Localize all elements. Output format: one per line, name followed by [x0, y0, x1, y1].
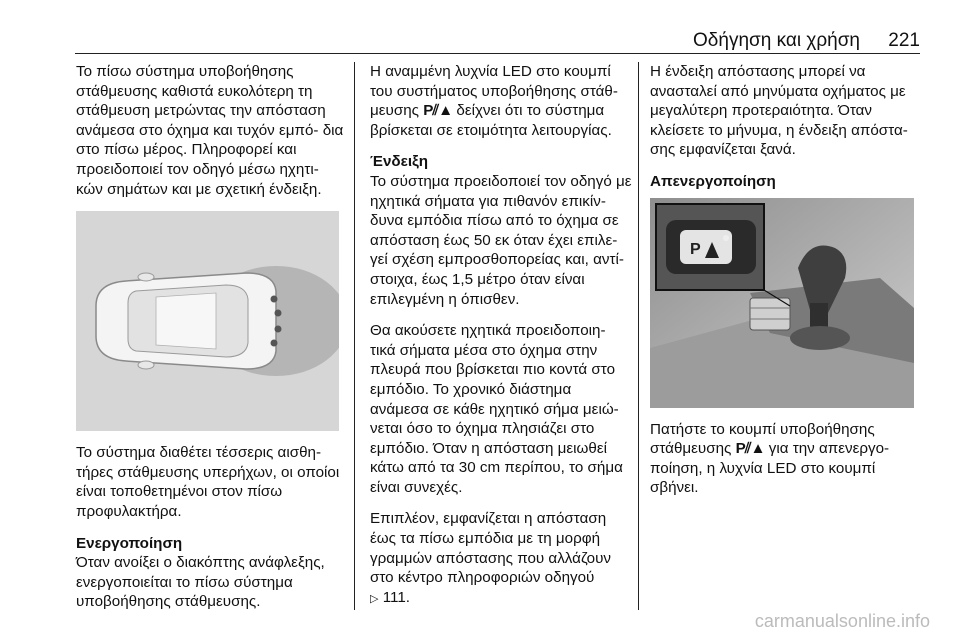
header-divider: [75, 53, 920, 54]
sensors-paragraph: Το σύστημα διαθέτει τέσσερις αισθη‐ τήρες στάθμευσης υπερήχων, οι οποίοι είναι τοποθετημένοι στον πίσω προφυλακτήρα.: [76, 444, 340, 520]
deactivation-text-a: Πατήστε το κουμπί υποβοήθησης στάθμευσης: [650, 420, 875, 458]
page-reference: 111.: [382, 588, 411, 606]
activation-paragraph: Όταν ανοίξει ο διακόπτης ανάφλεξης, ενεργοποιείται το πίσω σύστημα υποβοήθησης στάθμευσης.: [76, 554, 325, 611]
deactivation-text-b: για την απενεργο‐ ποίηση, η λυχνία LED στο κουμπί σβήνει.: [650, 440, 890, 497]
column-divider-2: [638, 62, 639, 610]
led-text-a: Η αναμμένη λυχνία LED στο κουμπί του συστήματος υποβοήθησης στάθ‐ μευσης: [370, 63, 618, 120]
column-divider-1: [354, 62, 355, 610]
column-1: [76, 62, 346, 624]
audible-warning-paragraph: Θα ακούσετε ηχητικά προειδοποιη‐ τικά σήματα μέσα στο όχημα στην πλευρά που βρίσκεται πιο κοντά στο εμπόδιο. Το χρονικό διάστημα ανάμεσα σε κάθε ηχητικό σήμα μειώ‐ νεται όσο το όχημα πλησιάζει στο εμπόδιο. Όταν η απόσταση μειωθεί κάτω από τα 30 cm περίπου, το σήμα είναι συνεχές.: [370, 322, 623, 496]
watermark: [0, 611, 960, 632]
column-2: [370, 62, 632, 621]
parking-assist-icon: P⫽▲: [735, 440, 765, 458]
column-3: [650, 62, 928, 510]
page-number: 221: [888, 30, 920, 51]
svg-text:P: P: [690, 240, 701, 258]
led-text-b: δείχνει ότι το σύστημα βρίσκεται σε ετοιμότητα λειτουργίας.: [370, 102, 612, 139]
deactivation-paragraph: [650, 420, 928, 498]
page-header: [0, 0, 960, 56]
parking-button-photo: [650, 198, 914, 408]
car-sensor-illustration: [76, 211, 339, 431]
deactivation-heading: Απενεργοποίηση: [650, 172, 776, 190]
parking-assist-icon: P⫽▲: [423, 102, 453, 120]
watermark-text: carmanualsonline.info: [754, 611, 930, 631]
distance-display-paragraph: [370, 509, 632, 609]
suspension-paragraph: Η ένδειξη απόστασης μπορεί να ανασταλεί από μηνύματα οχήματος με μεγαλύτερη προτεραιότητα. Όταν κλείσετε το μήνυμα, η ένδειξη απόστα‐ σης εμφανίζεται ξανά.: [650, 63, 908, 159]
distance-display-text: Επιπλέον, εμφανίζεται η απόσταση έως τα πίσω εμπόδια με τη μορφή γραμμών απόστασης που αλλάζουν στο κέντρο πληροφοριών οδηγού: [370, 510, 611, 587]
indication-heading: Ένδειξη: [370, 153, 429, 171]
indication-paragraph: Το σύστημα προειδοποιεί τον οδηγό με ηχητικά σήματα για πιθανόν επικίν‐ δυνα εμπόδια πίσω από το όχημα σε απόσταση έως 50 εκ όταν έχει επιλε‐ γεί σχέση εμπροσθοπορείας και, αντί‐ στοιχα, έως 1,5 μέτρο όταν είναι επιλεγμένη η όπισθεν.: [370, 172, 632, 308]
page-reference-arrow-icon: ▷: [370, 592, 379, 605]
activation-heading: Ενεργοποίηση: [76, 534, 183, 552]
section-title: Οδήγηση και χρήση: [693, 30, 860, 51]
led-paragraph: [370, 62, 632, 140]
intro-paragraph: Το πίσω σύστημα υποβοήθησης στάθμευσης καθιστά ευκολότερη τη στάθμευση μετρώντας την απόσταση ανάμεσα στο όχημα και τυχόν εμπό‐ δια στο πίσω μέρος. Πληροφορεί και προειδοποιεί τον οδηγό μέσω ηχητι‐ κών σημάτων και με σχετική ένδειξη.: [76, 63, 344, 198]
